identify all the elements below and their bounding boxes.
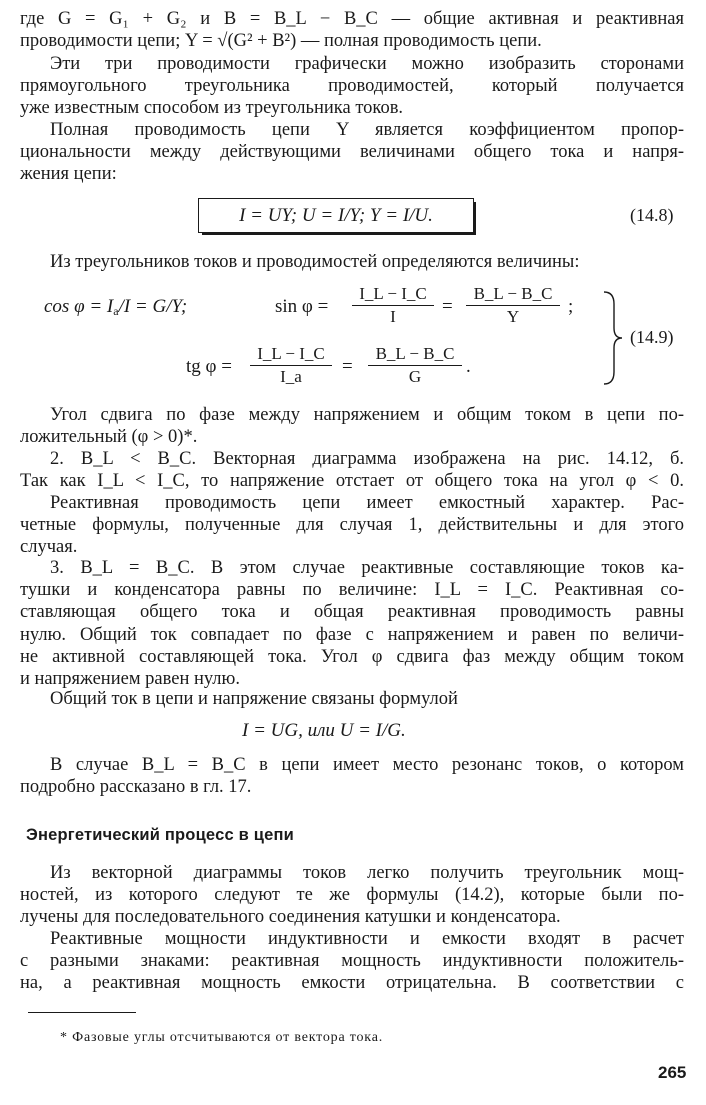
text-line: ложительный (φ > 0)*. [20, 427, 198, 448]
cos-formula-right: /I = G/Y; [118, 296, 188, 317]
text-line: Из векторной диаграммы токов легко получить треугольник мощ- [50, 863, 684, 883]
footnote: * Фазовые углы отсчитываются от вектора тока. [60, 1030, 384, 1045]
paragraph-formula-intro [20, 688, 684, 710]
fraction-denominator: G [408, 367, 422, 386]
equation-number-14-8: (14.8) [630, 205, 674, 225]
text-line: четные формулы, полученные для случая 1, действительны и для этого [20, 515, 684, 536]
text-line: Из треугольников токов и проводимостей определяются величины: [50, 252, 580, 272]
fraction-denominator: I_a [280, 367, 302, 386]
fraction-numerator: B_L − B_C [368, 344, 462, 366]
boxed-formula-14-8: I = UY; U = I/Y; Y = I/U. [198, 198, 474, 233]
paragraph-resonance [20, 754, 684, 798]
text-line: ностей, из которого следуют те же формулы (14.2), которые были по- [20, 885, 684, 906]
cos-formula-left: cos φ = I [44, 296, 114, 317]
cos-formula [44, 296, 187, 318]
text-line: уже известным способом из треугольника токов. [20, 98, 404, 119]
sin-fraction-conductances [466, 284, 560, 327]
tg-label: tg φ = [186, 356, 232, 377]
fraction-denominator: Y [506, 307, 520, 326]
text-line: Общий ток в цепи и напряжение связаны формулой [50, 689, 458, 709]
equation-number-14-9: (14.9) [630, 327, 674, 347]
fraction-numerator: B_L − B_C [466, 284, 560, 306]
text-line: 3. B_L = B_C. В этом случае реактивные составляющие токов ка- [50, 558, 684, 578]
paragraph-reactive-power [20, 928, 684, 995]
text-line: лучены для последовательного соединения катушки и конденсатора. [20, 907, 561, 928]
equals-sign: = [342, 356, 353, 377]
sin-fraction-currents [352, 284, 434, 327]
text-line: Угол сдвига по фазе между напряжением и общим током в цепи по- [50, 405, 684, 425]
equals-sign: = [442, 296, 453, 317]
paragraph-capacitive [20, 492, 684, 559]
fraction-numerator: I_L − I_C [250, 344, 332, 366]
text-line: нулю. Общий ток совпадает по фазе с напряжением и равен по величи- [20, 624, 684, 645]
text-line: Реактивные мощности индуктивности и емкости входят в расчет [50, 929, 684, 949]
sin-label: sin φ = [275, 296, 329, 317]
text-line: Реактивная проводимость цепи имеет емкостный характер. Рас- [50, 493, 684, 513]
tg-fraction-currents [250, 344, 332, 387]
paragraph-triangle [20, 53, 684, 120]
period: . [466, 356, 471, 377]
paragraph-phase-angle [20, 404, 684, 448]
text-line: на, а реактивная мощность емкости отрицательна. В соответствии с [20, 973, 684, 994]
text-line: подробно рассказано в гл. 17. [20, 777, 252, 798]
text-line: Полная проводимость цепи Y является коэффициентом пропор- [50, 120, 684, 140]
paragraph-conductances [20, 8, 684, 52]
text-line: циональности между действующими величинами общего тока и напря- [20, 142, 684, 163]
paragraph-case-2 [20, 448, 684, 492]
text-line: где G = G₁ + G₂ и B = B_L − B_C — общие активная и реактивная [20, 9, 684, 29]
paragraph-power-triangle [20, 862, 684, 929]
text-line: не активной составляющей тока. Угол φ сдвига фаз между общим током [20, 646, 684, 667]
text-line: В случае B_L = B_C в цепи имеет место резонанс токов, о котором [50, 755, 684, 775]
text-line: Так как I_L < I_C, то напряжение отстает от общего тока на угол φ < 0. [20, 471, 684, 492]
text-line: с разными знаками: реактивная мощность индуктивности положитель- [20, 951, 684, 972]
text-line: тушки и конденсатора равны по величине: I_L = I_C. Реактивная со- [20, 580, 684, 601]
text-line: 2. B_L < B_C. Векторная диаграмма изображена на рис. 14.12, б. [50, 449, 684, 469]
tg-fraction-conductances [368, 344, 462, 387]
page-number: 265 [658, 1063, 687, 1082]
formula-ug: I = UG, или U = I/G. [242, 720, 406, 741]
footnote-divider [28, 1012, 136, 1013]
text-line: Эти три проводимости графически можно изобразить сторонами [50, 54, 684, 74]
text-line: случая. [20, 537, 78, 558]
paragraph-quantities [20, 251, 684, 273]
right-brace-icon [600, 290, 624, 386]
cos-formula-subscript: a [113, 304, 119, 318]
section-heading: Энергетический процесс в цепи [26, 826, 294, 844]
fraction-denominator: I [390, 307, 396, 326]
text-line: проводимости цепи; Y = √(G² + B²) — полная проводимость цепи. [20, 31, 542, 52]
paragraph-proportionality [20, 119, 684, 186]
text-line: жения цепи: [20, 164, 117, 185]
fraction-numerator: I_L − I_C [352, 284, 434, 306]
text-line: прямоугольного треугольника проводимостей, который получается [20, 76, 684, 97]
paragraph-case-3 [20, 557, 684, 690]
text-line: и напряжением равен нулю. [20, 669, 240, 690]
text-line: ставляющая общего тока и общая реактивная проводимость равны [20, 602, 684, 623]
semicolon: ; [568, 296, 574, 317]
